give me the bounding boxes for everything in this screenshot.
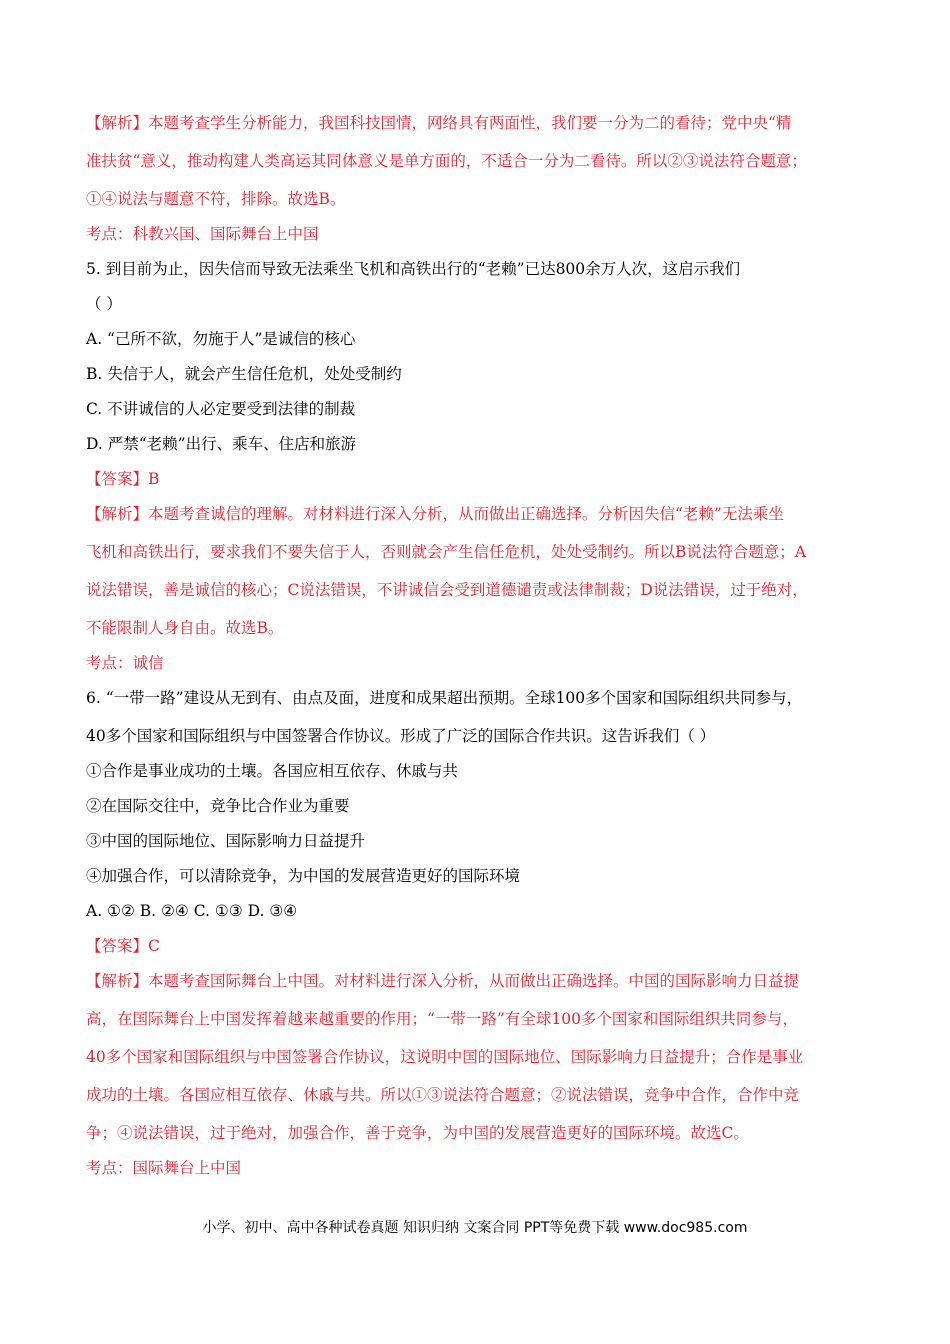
question-6-stem: 6. “一带一路”建设从无到有、由点及面，进度和成果超出预期。全球100多个国家和国际组织共同参与，	[86, 689, 803, 707]
page-content	[86, 112, 876, 1179]
page-footer: 小学、初中、高中各种试卷真题 知识归纳 文案合同 PPT等免费下载 www.doc985.com	[202, 1220, 748, 1236]
analysis-line: 【解析】本题考查国际舞台上中国。对材料进行深入分析，从而做出正确选择。中国的国际影响力日益提	[86, 972, 800, 990]
option-d: D. 严禁“老赖”出行、乘车、住店和旅游	[86, 435, 357, 453]
statement-4: ④加强合作，可以清除竞争，为中国的发展营造更好的国际环境	[86, 867, 521, 885]
knowledge-point: 考点：诚信	[86, 654, 164, 672]
analysis-line: 40多个国家和国际组织与中国签署合作协议，这说明中国的国际地位、国际影响力日益提升；合作是事业	[86, 1048, 804, 1066]
option-c: C. 不讲诚信的人必定要受到法律的制裁	[86, 400, 356, 418]
question-5-stem: 5. 到目前为止，因失信而导致无法乘坐飞机和高铁出行的“老赖”已达800余万人次，这启示我们	[86, 260, 741, 278]
knowledge-point: 考点：科教兴国、国际舞台上中国	[86, 225, 319, 243]
analysis-line: 【解析】本题考查诚信的理解。对材料进行深入分析，从而做出正确选择。分析因失信“老赖”无法乘坐	[86, 505, 784, 523]
analysis-line: 【解析】本题考查学生分析能力，我国科技国情，网络具有两面性，我们要一分为二的看待；党中央“精	[86, 114, 792, 132]
statement-2: ②在国际交往中，竞争比合作业为重要	[86, 797, 350, 815]
analysis-line: 成功的土壤。各国应相互依存、休戚与共。所以①③说法符合题意；②说法错误，竞争中合作，合作中竞	[86, 1086, 800, 1104]
answer-label: 【答案】B	[86, 470, 160, 488]
knowledge-point: 考点：国际舞台上中国	[86, 1159, 242, 1177]
analysis-line: 飞机和高铁出行，要求我们不要失信于人，否则就会产生信任危机，处处受制约。所以B说法符合题意；A	[86, 543, 807, 561]
analysis-line: 争；④说法错误，过于绝对，加强合作，善于竞争，为中国的发展营造更好的国际环境。故选C。	[86, 1124, 749, 1142]
option-a: A. “己所不欲，勿施于人”是诚信的核心	[86, 330, 356, 348]
analysis-line: 准扶贫“意义，推动构建人类高运其同体意义是单方面的，不适合一分为二看待。所以②③说法符合题意；	[86, 152, 807, 170]
answer-label: 【答案】C	[86, 937, 160, 955]
analysis-paragraph-q6	[86, 970, 876, 1144]
question-5-bracket: （ ）	[86, 295, 122, 313]
analysis-line: 不能限制人身自由。故选B。	[86, 619, 284, 637]
analysis-paragraph-q5	[86, 503, 876, 639]
statement-1: ①合作是事业成功的土壤。各国应相互依存、休戚与共	[86, 762, 459, 780]
analysis-line: 说法错误，善是诚信的核心；C说法错误，不讲诚信会受到道德谴责或法律制裁；D说法错误，过于绝对，	[86, 581, 808, 599]
analysis-line: ①④说法与题意不符，排除。故选B。	[86, 190, 346, 208]
question-6-stem: 40多个国家和国际组织与中国签署合作协议。形成了广泛的国际合作共识。这告诉我们（ ）	[86, 727, 716, 745]
statement-3: ③中国的国际地位、国际影响力日益提升	[86, 832, 366, 850]
analysis-line: 高，在国际舞台上中国发挥着越来越重要的作用；“一带一路”有全球100多个国家和国际组织共同参与，	[86, 1010, 798, 1028]
option-b: B. 失信于人，就会产生信任危机，处处受制约	[86, 365, 402, 383]
analysis-paragraph-q4	[86, 112, 876, 210]
answer-choices: A. ①② B. ②④ C. ①③ D. ③④	[86, 902, 298, 920]
